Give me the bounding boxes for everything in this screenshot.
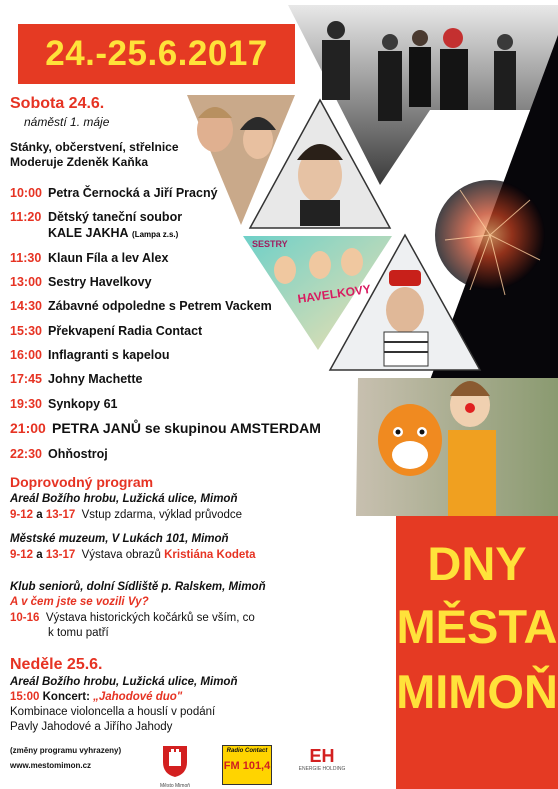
saturday-heading: Sobota 24.6. xyxy=(10,95,105,112)
venue-1-line xyxy=(10,508,242,522)
schedule-item xyxy=(10,250,168,266)
mimon-coat-of-arms-logo xyxy=(160,744,191,789)
venue-3-desc: Výstava historických kočárků se vším, co xyxy=(45,612,255,624)
venue-2-time-a: 9-12 xyxy=(10,549,34,561)
sunday-venue: Areál Božího hrobu, Lužická ulice, Mimoň xyxy=(10,676,238,688)
venue-1-time-b: 13-17 xyxy=(45,509,76,521)
schedule-event: Zábavné odpoledne s Petrem Vackem xyxy=(48,299,272,313)
schedule-time: 22:30 xyxy=(10,447,42,461)
schedule-time: 15:30 xyxy=(10,324,42,338)
saturday-info-1: Stánky, občerstvení, střelnice xyxy=(10,140,179,154)
venue-3-line xyxy=(10,611,255,625)
svg-text:HAVELKOVY: HAVELKOVY xyxy=(296,281,372,307)
saturday-info-2: Moderuje Zdeněk Kaňka xyxy=(10,155,149,169)
sunday-time: 15:00 xyxy=(10,691,40,703)
event-dates: 24.-25.6.2017 xyxy=(45,34,268,73)
sunday-desc-2: Pavly Jahodové a Jiřího Jahody xyxy=(10,721,173,733)
venue-2: Městské muzeum, V Lukách 101, Mimoň xyxy=(10,533,229,545)
schedule-item xyxy=(10,209,182,225)
venue-2-time-b: 13-17 xyxy=(45,549,76,561)
kale-jakha-name: KALE JAKHA xyxy=(48,226,129,240)
schedule-item-highlight xyxy=(10,419,321,437)
schedule-item xyxy=(10,185,218,201)
sunday-concert-name: „Jahodové duo" xyxy=(93,691,183,703)
program-note: (změny programu vyhrazeny) xyxy=(10,746,122,755)
coat-of-arms-icon xyxy=(160,744,190,778)
venue-1-time-a: 9-12 xyxy=(10,509,34,521)
venue-1: Areál Božího hrobu, Lužická ulice, Mimoň xyxy=(10,493,238,505)
schedule-event: Inflagranti s kapelou xyxy=(48,348,170,362)
eh-logo-sub: ENERGIE HOLDING xyxy=(298,766,346,772)
schedule-time: 13:00 xyxy=(10,275,42,289)
venue-3-subtitle: A v čem jste se vozili Vy? xyxy=(10,596,149,608)
kale-jakha-note: (Lampa z.s.) xyxy=(132,230,179,239)
schedule-time: 17:45 xyxy=(10,372,42,386)
schedule-item xyxy=(10,274,152,290)
schedule-event: Johny Machette xyxy=(48,372,143,386)
kale-jakha xyxy=(48,225,178,243)
title-block xyxy=(396,516,558,789)
venue-3-time: 10-16 xyxy=(10,612,40,624)
venue-1-and: a xyxy=(33,509,46,521)
schedule-event: Ohňostroj xyxy=(48,447,108,461)
venue-3: Klub seniorů, dolní Sídliště p. Ralskem, Mimoň xyxy=(10,581,266,593)
mimon-logo-label: Město Mimoň xyxy=(160,783,191,789)
radio-logo-name: Radio Contact xyxy=(226,748,268,754)
title-line-2: MĚSTA xyxy=(396,600,558,653)
radio-logo-frequency: FM 101,4 xyxy=(223,760,271,772)
schedule-time: 14:30 xyxy=(10,299,42,313)
schedule-event: Synkopy 61 xyxy=(48,397,118,411)
schedule-time: 21:00 xyxy=(10,420,46,436)
venue-2-and: a xyxy=(33,549,46,561)
schedule-item xyxy=(10,396,117,412)
schedule-item xyxy=(10,371,142,387)
schedule-time: 10:00 xyxy=(10,186,42,200)
sunday-heading: Neděle 25.6. xyxy=(10,656,103,673)
sunday-desc-1: Kombinace violoncella a houslí v podání xyxy=(10,706,216,718)
radio-contact-logo xyxy=(222,745,272,785)
website-link[interactable]: www.mestomimon.cz xyxy=(10,761,92,770)
side-program-heading: Doprovodný program xyxy=(10,474,154,490)
schedule-event: Klaun Fíla a lev Alex xyxy=(48,251,169,265)
schedule-item xyxy=(10,446,108,462)
venue-2-artist: Kristiána Kodeta xyxy=(164,549,256,561)
schedule-event: Překvapení Radia Contact xyxy=(48,324,203,338)
schedule-event: Petra Černocká a Jiří Pracný xyxy=(48,186,218,200)
schedule-time: 11:20 xyxy=(10,210,42,224)
venue-2-line xyxy=(10,548,256,562)
saturday-place: náměstí 1. máje xyxy=(24,115,110,129)
sestry-sign: SESTRY xyxy=(252,239,288,249)
energie-holding-logo xyxy=(290,746,354,780)
sunday-concert-line xyxy=(10,690,182,704)
tiger-clown-photo xyxy=(356,378,558,516)
sunday-concert-label: Koncert: xyxy=(42,691,90,703)
schedule-event: PETRA JANŮ se skupinou AMSTERDAM xyxy=(52,420,321,436)
schedule-time: 19:30 xyxy=(10,397,42,411)
schedule-item xyxy=(10,347,170,363)
schedule-item xyxy=(10,298,272,314)
eh-logo-mark: EH xyxy=(309,746,335,766)
schedule-time: 16:00 xyxy=(10,348,42,362)
venue-1-desc: Vstup zdarma, výklad průvodce xyxy=(81,509,243,521)
schedule-time: 11:30 xyxy=(10,251,42,265)
title-line-3: MIMOŇ xyxy=(396,665,558,718)
schedule-item xyxy=(10,323,202,339)
schedule-event: Sestry Havelkovy xyxy=(48,275,152,289)
venue-2-desc: Výstava obrazů xyxy=(81,549,161,561)
schedule-event: Dětský taneční soubor xyxy=(48,210,183,224)
venue-3-desc-2: k tomu patří xyxy=(48,627,109,639)
title-line-1: DNY xyxy=(427,537,527,590)
